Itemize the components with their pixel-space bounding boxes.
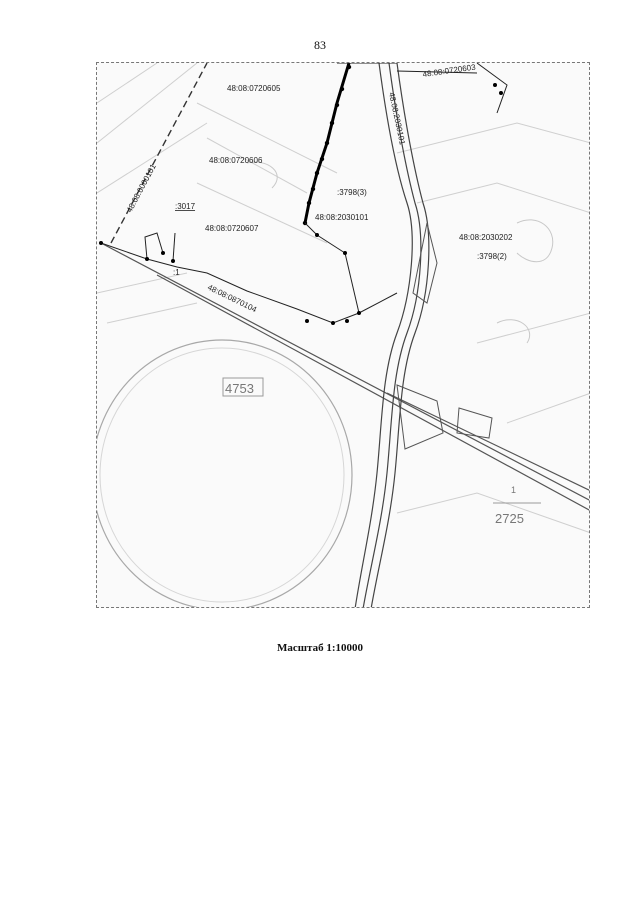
lot-label-3798-2: :3798(2) xyxy=(477,252,507,261)
area-label-4753: 4753 xyxy=(225,381,254,396)
parcel-boundaries xyxy=(101,63,507,323)
parcel-label-48-08-0870104: 48:08:0870104 xyxy=(206,282,259,315)
scale-caption: Масштаб 1:10000 xyxy=(276,642,363,654)
winding-road xyxy=(355,63,429,608)
cadastral-map xyxy=(96,62,590,608)
parcel-label-48-08-0720607: 48:08:0720607 xyxy=(205,224,259,233)
parcel-boundary-points xyxy=(99,83,503,325)
map-canvas xyxy=(97,63,590,608)
lot-label-3017: :3017 xyxy=(175,202,196,211)
page-number: 83 xyxy=(314,38,326,52)
circular-area-inner-outline xyxy=(100,348,344,602)
parcel-label-48-08-0720605: 48:08:0720605 xyxy=(227,84,281,93)
lot-label-1: :1 xyxy=(173,268,180,277)
parcel-label-48-08-0720603: 48:08:0720603 xyxy=(422,63,477,79)
parcel-label-48-08-2030101-vertical: 48:08:2030101 xyxy=(387,91,407,146)
area-label-2725: 2725 xyxy=(495,511,524,526)
dashed-boundary xyxy=(111,63,207,243)
parcel-label-48-08-2030101: 48:08:2030101 xyxy=(315,213,369,222)
lot-label-3798-3: :3798(3) xyxy=(337,188,367,197)
parcel-label-48-08-0720606: 48:08:0720606 xyxy=(209,156,263,165)
terrain-contours xyxy=(247,162,553,343)
diagonal-road xyxy=(101,243,590,511)
parcel-label-48-08-2030202: 48:08:2030202 xyxy=(459,233,513,242)
parcel-label-48-08-0000101: 48:08:0000101 xyxy=(124,162,158,214)
bold-boundary-points xyxy=(303,65,351,225)
area-label-1: 1 xyxy=(511,485,517,495)
